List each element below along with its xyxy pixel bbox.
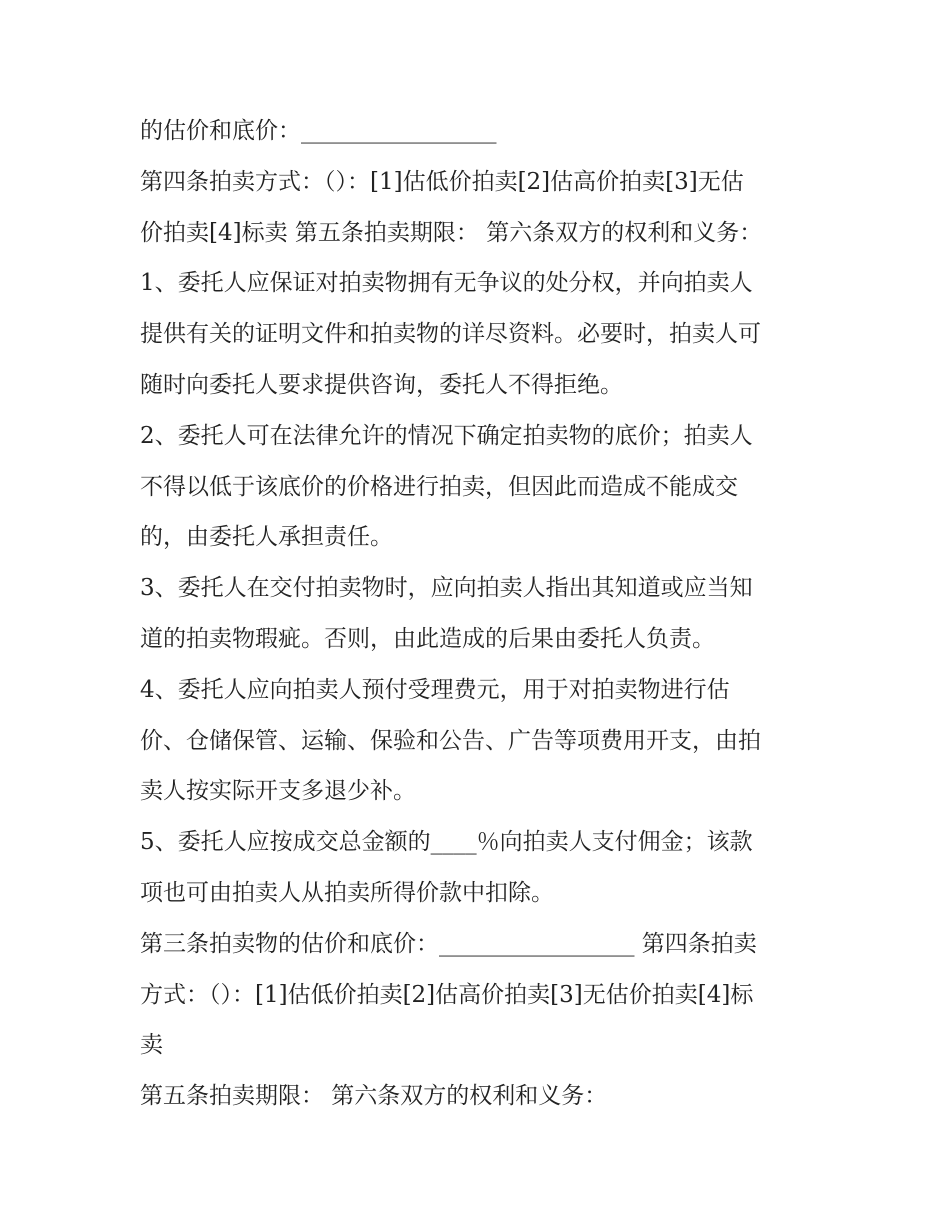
text-line: 第三条拍卖物的估价和底价：_________________ 第四条拍卖 xyxy=(140,930,757,957)
text-line: 4、委托人应向拍卖人预付受理费元，用于对拍卖物进行估 xyxy=(140,676,730,703)
text-line: 卖人按实际开支多退少补。 xyxy=(140,778,416,805)
text-line: 第五条拍卖期限： 第六条双方的权利和义务： xyxy=(140,1083,608,1110)
text-line: 第四条拍卖方式：（）：[1]估低价拍卖[2]估高价拍卖[3]无估 xyxy=(140,168,744,195)
text-line: 2、委托人可在法律允许的情况下确定拍卖物的底价；拍卖人 xyxy=(140,422,753,449)
document-body xyxy=(140,106,820,1122)
text-line: 1、委托人应保证对拍卖物拥有无争议的处分权，并向拍卖人 xyxy=(140,270,753,297)
text-line: 项也可由拍卖人从拍卖所得价款中扣除。 xyxy=(140,879,554,906)
text-line: 随时向委托人要求提供咨询，委托人不得拒绝。 xyxy=(140,371,623,398)
text-line: 的，由委托人承担责任。 xyxy=(140,524,393,551)
text-line: 卖 xyxy=(140,1032,163,1059)
text-line: 3、委托人在交付拍卖物时，应向拍卖人指出其知道或应当知 xyxy=(140,575,753,602)
text-line: 价、仓储保管、运输、保验和公告、广告等项费用开支，由拍 xyxy=(140,727,761,754)
text-line: 道的拍卖物瑕疵。否则，由此造成的后果由委托人负责。 xyxy=(140,625,715,652)
text-line: 不得以低于该底价的价格进行拍卖，但因此而造成不能成交 xyxy=(140,473,738,500)
text-line: 5、委托人应按成交总金额的____％向拍卖人支付佣金；该款 xyxy=(140,829,753,856)
text-line: 的估价和底价：_________________ xyxy=(140,118,497,144)
text-line: 提供有关的证明文件和拍卖物的详尽资料。必要时，拍卖人可 xyxy=(140,321,761,348)
text-line: 方式：（）：[1]估低价拍卖[2]估高价拍卖[3]无估价拍卖[4]标 xyxy=(140,981,754,1008)
text-line: 价拍卖[4]标卖 第五条拍卖期限： 第六条双方的权利和义务： xyxy=(140,219,763,246)
